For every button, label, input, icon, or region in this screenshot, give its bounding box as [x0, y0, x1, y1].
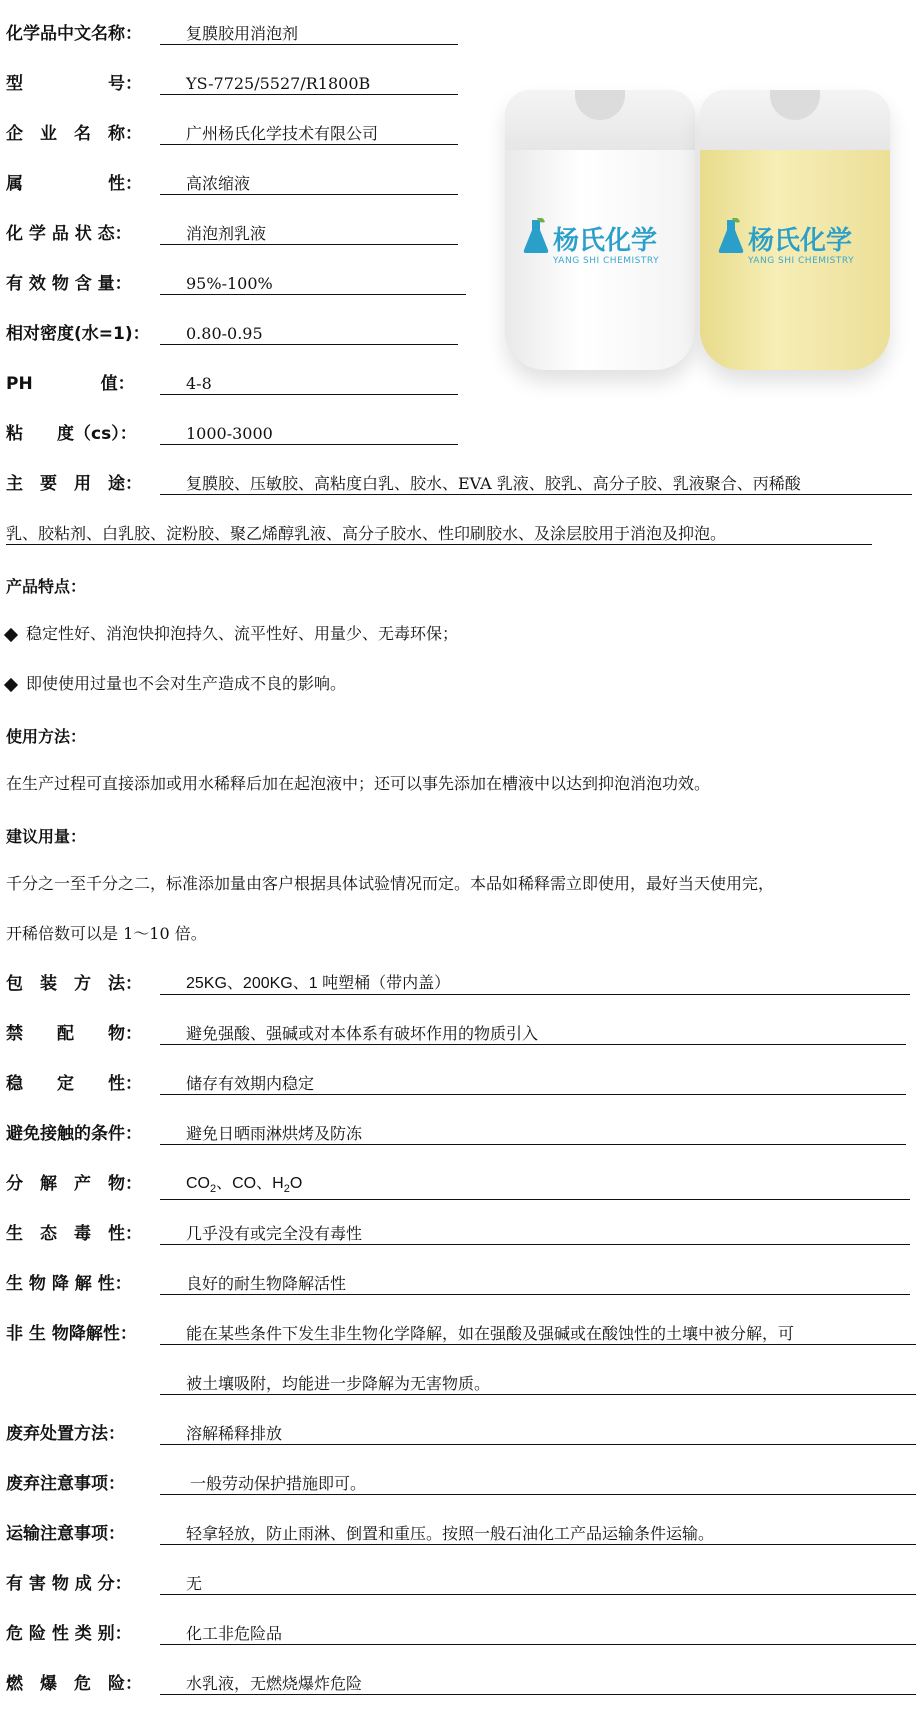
- brand-subtitle: YANG SHI CHEMISTRY: [553, 256, 660, 266]
- field-label: 非 生 物降解性：: [6, 1324, 137, 1344]
- field-label: 燃 爆 危 险：: [6, 1674, 142, 1694]
- diamond-bullet-icon: [4, 677, 18, 691]
- field-label: 禁 配 物：: [6, 1024, 142, 1044]
- field-label: 有 害 物 成 分：: [6, 1574, 132, 1594]
- field-label: 避免接触的条件：: [6, 1124, 142, 1144]
- main-use-line1: 复膜胶、压敏胶、高粘度白乳、胶水、EVA 乳液、胶乳、高分子胶、乳液聚合、丙稀酸: [160, 474, 912, 495]
- dosage-line1: 千分之一至千分之二，标准添加量由客户根据具体试验情况而定。本品如稀释需立即使用，最好当天使用完，: [6, 874, 775, 893]
- field-label: 包 装 方 法：: [6, 974, 142, 994]
- usage-heading: 使用方法：: [6, 727, 87, 746]
- field-value: 溶解稀释排放: [160, 1424, 916, 1445]
- field-value: YS-7725/5527/R1800B: [160, 74, 458, 95]
- field-label: 主 要 用 途：: [6, 474, 142, 494]
- feature-item: 即使使用过量也不会对生产造成不良的影响。: [6, 674, 346, 694]
- brand-name: 杨氏化学: [748, 226, 853, 256]
- dosage-heading: 建议用量：: [6, 827, 87, 846]
- field-value: 储存有效期内稳定: [160, 1074, 906, 1095]
- field-value: $CO_2$、CO、$H_2O$: [160, 1174, 910, 1200]
- field-label: 运输注意事项：: [6, 1524, 125, 1544]
- field-value: 能在某些条件下发生非生物化学降解，如在强酸及强碱或在酸蚀性的土壤中被分解，可: [160, 1324, 916, 1345]
- field-label: 有 效 物 含 量：: [6, 274, 132, 294]
- field-value: 1000-3000: [160, 424, 458, 445]
- field-label: 企 业 名 称：: [6, 124, 142, 144]
- field-label: 相对密度(水=1)：: [6, 324, 150, 344]
- field-value: 消泡剂乳液: [160, 224, 458, 245]
- field-value: 0.80-0.95: [160, 324, 458, 345]
- product-beakers-image: [495, 80, 915, 400]
- field-value: 避免强酸、强碱或对本体系有破坏作用的物质引入: [160, 1024, 906, 1045]
- field-label: 生 态 毒 性：: [6, 1224, 142, 1244]
- field-label: 稳 定 性：: [6, 1074, 142, 1094]
- field-value: 复膜胶用消泡剂: [160, 24, 458, 45]
- brand-name: 杨氏化学: [553, 226, 658, 256]
- main-use-line2: 乳、胶粘剂、白乳胶、淀粉胶、聚乙烯醇乳液、高分子胶水、性印刷胶水、及涂层胶用于消泡及抑泡。: [6, 524, 872, 545]
- field-label: 粘 度（cs）：: [6, 424, 137, 444]
- field-label: 废弃处置方法：: [6, 1424, 125, 1444]
- field-value: 高浓缩液: [160, 174, 458, 195]
- field-value: 轻拿轻放，防止雨淋、倒置和重压。按照一般石油化工产品运输条件运输。: [160, 1524, 916, 1545]
- field-label: 废弃注意事项：: [6, 1474, 125, 1494]
- field-label: 化 学 品 状 态：: [6, 224, 132, 244]
- field-label: 危 险 性 类 别：: [6, 1624, 132, 1644]
- field-value-continued: 被土壤吸附，均能进一步降解为无害物质。: [160, 1374, 916, 1395]
- field-label: 生 物 降 解 性：: [6, 1274, 132, 1294]
- yellow-beaker: [700, 90, 890, 370]
- field-value: 水乳液，无燃烧爆炸危险: [160, 1674, 916, 1695]
- field-value: 25KG、200KG、1 吨塑桶（带内盖）: [160, 974, 910, 995]
- field-label: 化学品中文名称：: [6, 24, 142, 44]
- field-value: 避免日晒雨淋烘烤及防冻: [160, 1124, 906, 1145]
- field-label: 属 性：: [6, 174, 142, 194]
- field-value: 95%-100%: [160, 274, 466, 295]
- field-value: 4-8: [160, 374, 458, 395]
- usage-text: 在生产过程可直接添加或用水稀释后加在起泡液中；还可以事先添加在槽液中以达到抑泡消泡功效。: [6, 774, 711, 793]
- diamond-bullet-icon: [4, 627, 18, 641]
- field-value: 几乎没有或完全没有毒性: [160, 1224, 910, 1245]
- field-value: 化工非危险品: [160, 1624, 916, 1645]
- features-heading: 产品特点：: [6, 577, 87, 596]
- field-label: 型 号：: [6, 74, 142, 94]
- field-label: 分 解 产 物：: [6, 1174, 142, 1194]
- field-label: PH 值：: [6, 374, 135, 394]
- dosage-line2: 开稀倍数可以是 1～10 倍。: [6, 924, 207, 943]
- brand-subtitle: YANG SHI CHEMISTRY: [748, 256, 855, 266]
- flask-logo-icon: [523, 218, 549, 254]
- flask-logo-icon: [718, 218, 744, 254]
- field-value: 良好的耐生物降解活性: [160, 1274, 910, 1295]
- field-value: 一般劳动保护措施即可。: [160, 1474, 916, 1495]
- white-beaker: [505, 90, 695, 370]
- feature-item: 稳定性好、消泡快抑泡持久、流平性好、用量少、无毒环保；: [6, 624, 458, 644]
- field-value: 广州杨氏化学技术有限公司: [160, 124, 458, 145]
- field-value: 无: [160, 1574, 916, 1595]
